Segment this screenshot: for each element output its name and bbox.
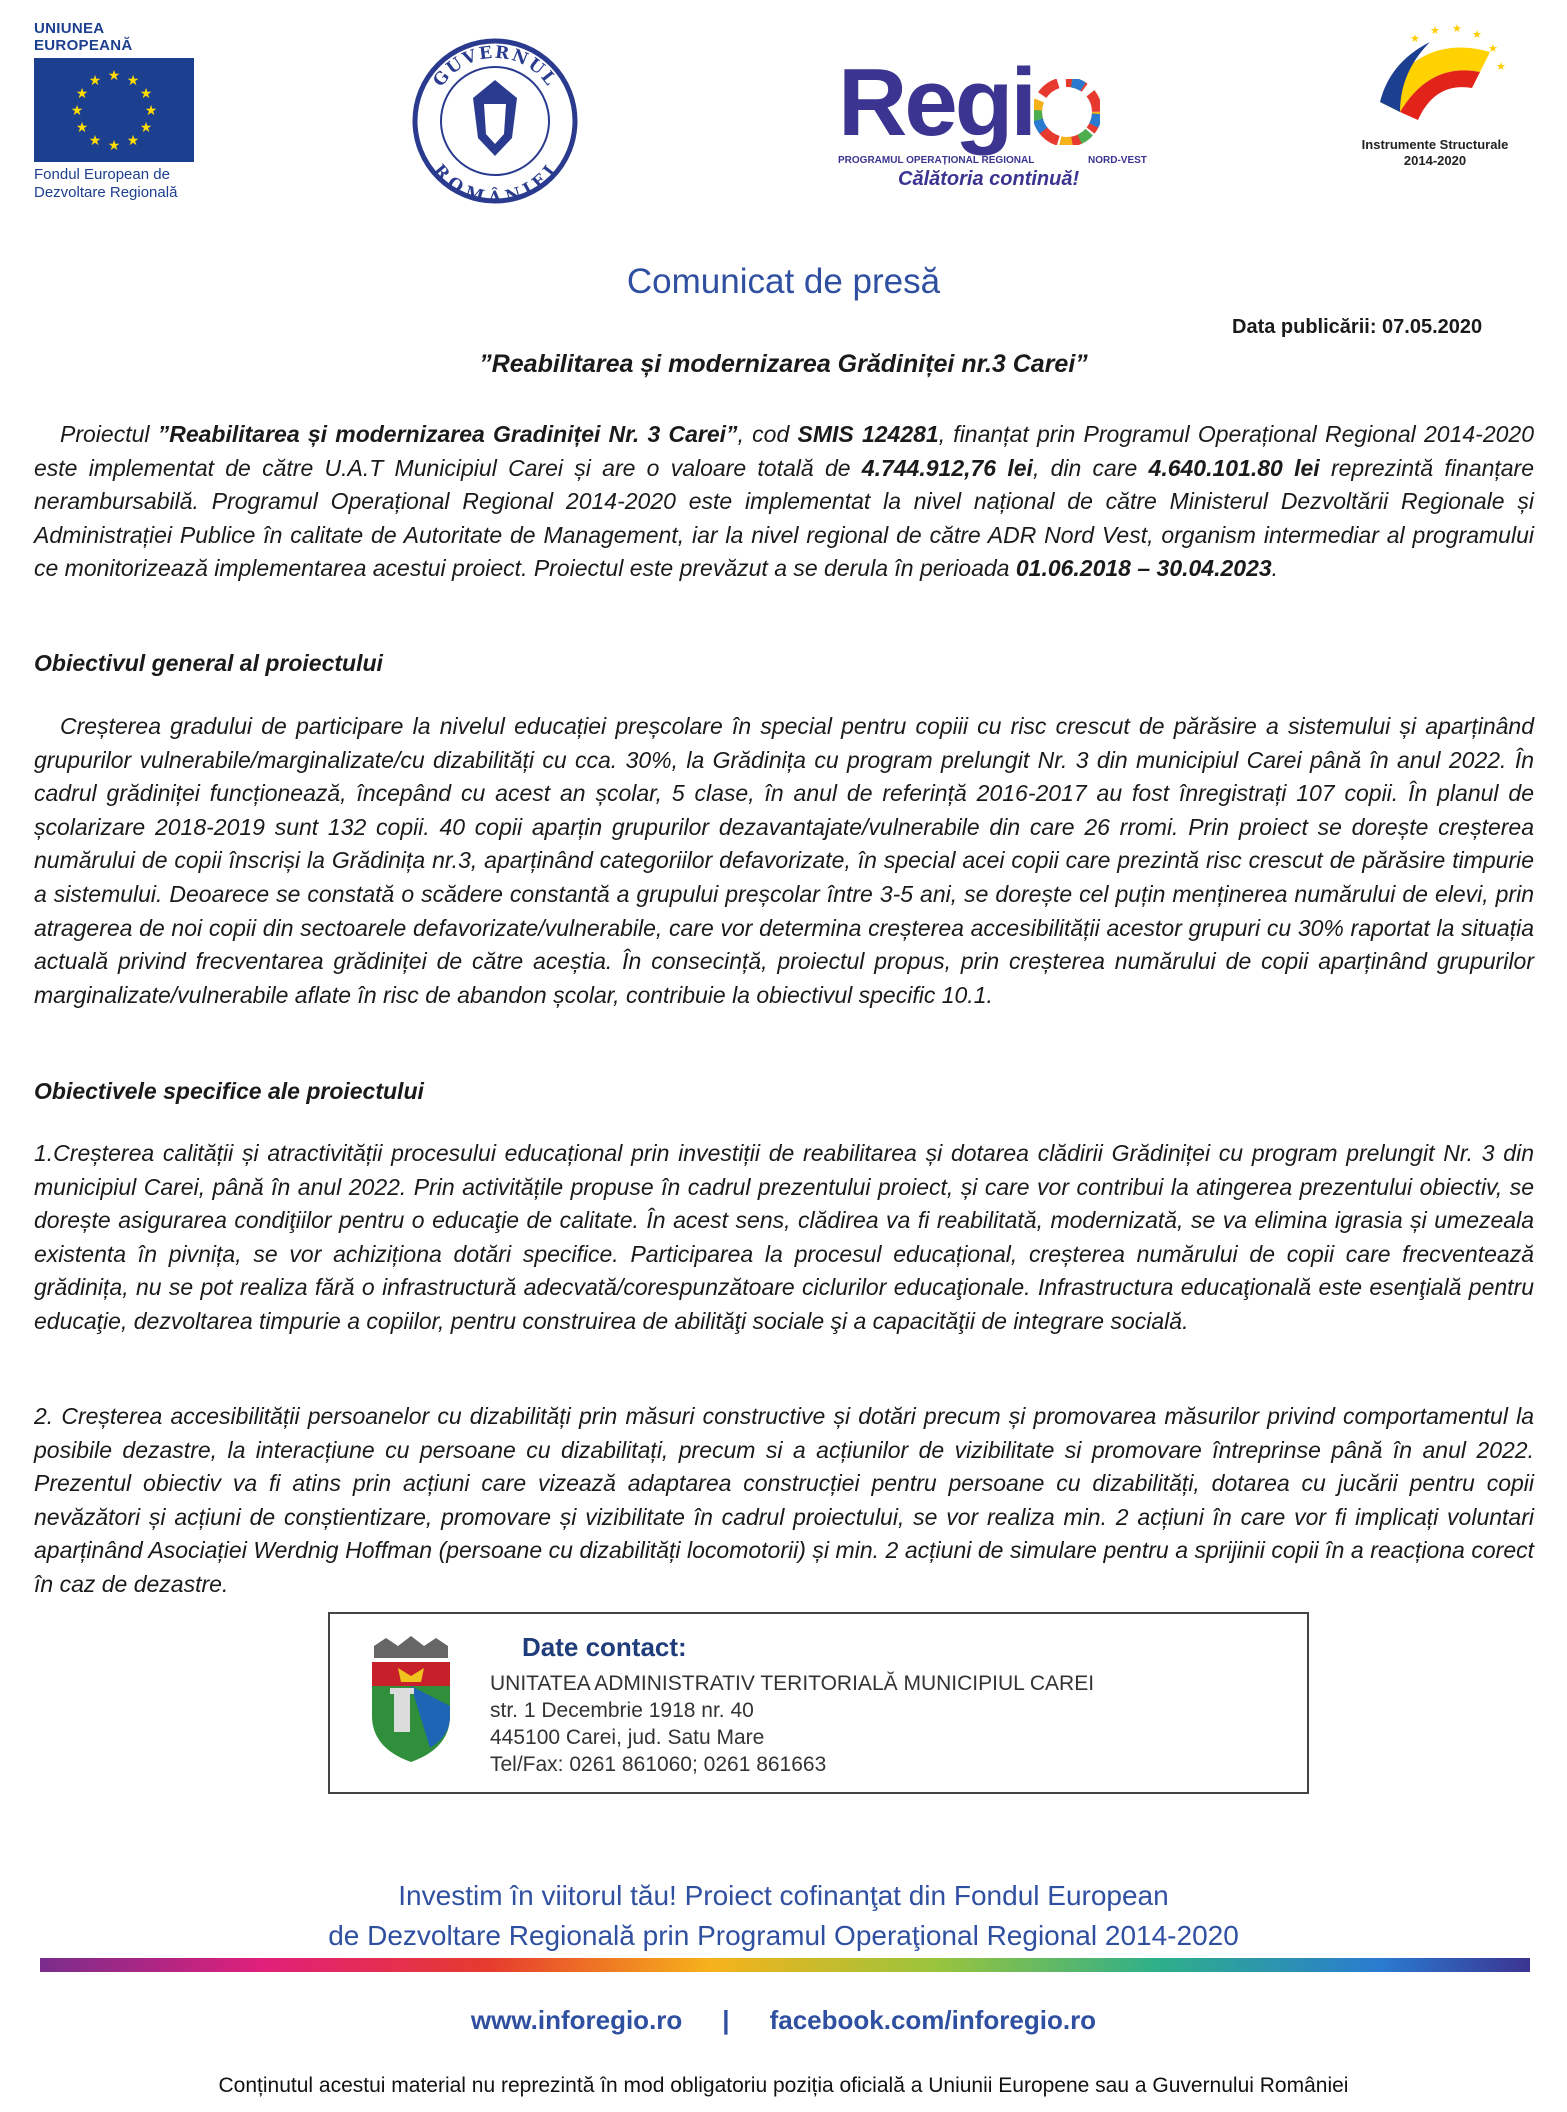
eu-caption-line-2: Dezvoltare Regională	[34, 184, 178, 201]
specific-objective-1: 1.Creșterea calității și atractivității procesului educațional prin investiții de reabilitarea și dotarea clădirii Grădiniței cu program prelungit Nr. 3 din municipiul Carei, până în anul 2022. Prin activitățile propuse în cadrul prezentului proiect, și care vor contribui la atingerea prezentului obiectiv, se dorește asigurarea condiţiilor pentru o educaţie de calitate. În acest sens, clădirea va fi reabilitată, modernizată, se va elimina igrasia și umezeala existenta în pivnița, se vor achiziționa dotări specifice. Participarea la procesul educațional, creșterea numărului de copii care frecventează grădinița, nu se pot realiza fără o infrastructură adecvată/corespunzătoare ciclurilor educaţionale. Infrastructura educaţională este esenţială pentru educaţie, dezvoltarea timpurie a copiilor, pentru construirea de abilităţi sociale şi a capacităţii de integrare socială.	[34, 1140, 1534, 1334]
regio-color-wheel-icon	[1034, 79, 1100, 145]
intro-text-6: .	[1271, 555, 1279, 582]
contact-street: str. 1 Decembrie 1918 nr. 40	[490, 1699, 754, 1722]
svg-text:★: ★	[1430, 24, 1440, 37]
intro-text-1: Proiectul	[60, 421, 158, 447]
svg-text:ROMÂNIEI	[429, 161, 562, 204]
intro-text-3: , finanțat prin Programul Operațional Regional 2014-2020 este implementat de către U.A.T Municipiul Carei și are o valoare totală de	[34, 421, 1534, 481]
eu-logo-title: UNIUNEA EUROPEANĂ	[34, 20, 133, 54]
regio-wordmark: Regi	[838, 49, 1035, 156]
intro-text-2: , cod	[737, 421, 798, 447]
footer-slogan-line-2: de Dezvoltare Regională prin Programul Operaţional Regional 2014-2020	[328, 1920, 1239, 1951]
svg-text:★: ★	[1410, 32, 1420, 45]
contact-institution: UNITATEA ADMINISTRATIV TERITORIALĂ MUNICIPIUL CAREI	[490, 1672, 1095, 1695]
intro-grant-value: 4.640.101.80 lei	[1148, 454, 1320, 481]
svg-text:★: ★	[1496, 60, 1506, 73]
eu-flag-icon	[34, 58, 194, 162]
svg-text:★: ★	[1472, 28, 1482, 41]
intro-project-name: ”Reabilitarea și modernizarea Gradiniței Nr. 3 Carei”	[157, 421, 738, 447]
structural-instruments-caption-1: Instrumente Structurale	[1361, 137, 1509, 152]
seal-bottom-text: ROMÂNIEI	[428, 160, 562, 204]
project-subtitle: ”Reabilitarea și modernizarea Grădiniței nr.3 Carei”	[479, 350, 1088, 378]
footer-disclaimer: Conținutul acestui material nu reprezintă în mod obligatoriu poziția oficială a Uniunii Europene sau a Guvernului României	[218, 2074, 1349, 2097]
specific-objectives-heading: Obiectivele specifice ale proiectului	[34, 1078, 424, 1104]
svg-text:★: ★	[88, 73, 102, 89]
eu-caption-line-1: Fondul European de	[34, 166, 170, 183]
page-title: Comunicat de presă	[626, 262, 941, 301]
svg-text:★: ★	[88, 133, 102, 149]
carei-coat-of-arms-icon	[366, 1636, 456, 1764]
structural-instruments-logo	[1350, 22, 1520, 169]
intro-period: 01.06.2018 – 30.04.2023	[1015, 555, 1272, 582]
intro-text-5: reprezintă finanțare nerambursabilă. Programul Operațional Regional 2014-2020 este implementat la nivel național de către Ministerul Dezvoltării Regionale și Administrației Publice în calitate de Autoritate de Management, iar la nivel regional de către ADR Nord Vest, organism intermediar al programului ce monitorizează implementarea acestui proiect. Proiectul este prevăzut a se derula în perioada	[34, 454, 1534, 582]
intro-total-value: 4.744.912,76 lei	[861, 454, 1033, 481]
footer-slogan	[0, 1876, 1567, 1956]
regio-logo	[838, 49, 1178, 195]
svg-text:★: ★	[139, 120, 153, 136]
government-seal-text	[412, 38, 578, 204]
specific-objective-2: 2. Creșterea accesibilității persoanelor cu dizabilități prin măsuri constructive și dotări precum și promovarea măsurilor privind comportamentul la posibile dezastre, la interacțiune cu persoane cu dizabilitați, precum si a acțiunilor de vizibilitate si promovare întreprinse până în anul 2022. Prezentul obiectiv va fi atins prin acțiuni care vizează adaptarea construcției pentru persoane cu dizabilități, dotarea cu jucării pentru copii nevăzători și acțiuni de conștientizare, promovare și vizibilitate în cadrul proiectului, se vor realiza min. 2 acțiuni în care vor fi implicați voluntari aparținând Asociației Werdnig Hoffman (persoane cu dizabilități locomotorii) și min. 2 acțiuni de simulare pentru a sprijinii copii în a reacționa corect în caz de dezastre.	[34, 1403, 1534, 1597]
svg-text:★: ★	[1452, 22, 1462, 35]
inforegio-website-link[interactable]: www.inforegio.ro	[470, 2005, 683, 2035]
footer-links	[0, 2005, 1567, 2036]
svg-text:★: ★	[1488, 42, 1498, 55]
svg-text:★: ★	[126, 133, 140, 149]
intro-text-4: , din care	[1032, 454, 1149, 481]
regio-region-label: NORD-VEST	[1088, 155, 1147, 166]
eu-logo	[34, 20, 204, 202]
general-objective-heading: Obiectivul general al proiectului	[34, 650, 383, 676]
svg-text:★: ★	[70, 103, 84, 119]
regio-tagline: Călătoria continuă!	[898, 168, 1080, 190]
rainbow-divider	[40, 1958, 1530, 1972]
contact-phone: Tel/Fax: 0261 861060; 0261 861663	[490, 1753, 827, 1776]
svg-text:★: ★	[75, 120, 89, 136]
seal-top-text: GUVERNUL	[429, 42, 561, 91]
intro-paragraph	[34, 418, 1534, 586]
svg-text:★: ★	[144, 103, 158, 119]
svg-text:★: ★	[107, 138, 121, 154]
footer-slogan-line-1: Investim în viitorul tău! Proiect cofinanţat din Fondul European	[398, 1880, 1169, 1911]
svg-text:★: ★	[126, 73, 140, 89]
structural-instruments-caption-2: 2014-2020	[1403, 153, 1467, 168]
structural-instruments-icon	[1360, 22, 1510, 132]
intro-smis-code: SMIS 124281	[797, 421, 939, 447]
svg-text:GUVERNUL	[429, 43, 560, 91]
contact-title: Date contact:	[522, 1632, 687, 1662]
svg-text:★: ★	[107, 68, 121, 84]
svg-text:★: ★	[139, 86, 153, 102]
publication-date: Data publicării: 07.05.2020	[1232, 316, 1483, 338]
contact-city: 445100 Carei, jud. Satu Mare	[490, 1726, 765, 1749]
inforegio-facebook-link[interactable]: facebook.com/inforegio.ro	[769, 2005, 1097, 2035]
contact-box	[328, 1612, 1309, 1794]
general-objective-text: Creșterea gradului de participare la nivelul educației preșcolare în special pentru copiii cu risc crescut de părăsire a sistemului și aparținând grupurilor vulnerabile/marginalizate/cu dizabilități cu cca. 30%, la Grădinița cu program prelungit Nr. 3 din municipiul Carei până în anul 2022. În cadrul grădiniței funcționează, începând cu acest an școlar, 5 clase, în anul de referință 2016-2017 au fost înregistrați 107 copii. În planul de școlarizare 2018-2019 sunt 132 copii. 40 copii aparțin grupurilor dezavantajate/vulnerabile din care 26 rromi. Prin proiect se dorește creșterea numărului de copii înscriși la Grădinița nr.3, aparținând categoriilor defavorizate, în special acei copii care prezintă risc crescut de părăsire timpurie a sistemului. Deoarece se constată o scădere constantă a grupului preșcolar între 3-5 ani, se dorește cel puțin menținerea numărului de elevi, prin atragerea de noi copii din sectoarele defavorizate/vulnerabile, care vor determina creșterea accesibilității acestor grupuri cu 30% raportat la situația actuală privind frecventarea grădiniței de către aceștia. În consecință, proiectul propus, prin creșterea numărului de copii aparținând grupurilor marginalizate/vulnerabile aflate în risc de abandon școlar, contribuie la obiectivul specific 10.1.	[34, 713, 1534, 1008]
regio-program-label: PROGRAMUL OPERAȚIONAL REGIONAL	[838, 155, 1035, 166]
svg-text:★: ★	[75, 86, 89, 102]
footer-link-separator: |	[722, 2005, 730, 2035]
